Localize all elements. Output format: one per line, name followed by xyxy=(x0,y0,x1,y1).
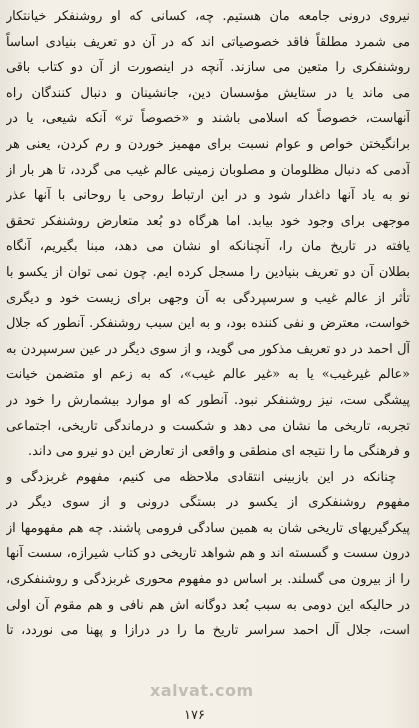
text-line: درون سست و گسسته اند و هم شواهد تاریخی دو کتاب شیرازه، سست آنها xyxy=(6,546,410,562)
text-line: را از بیرون می گسلند. بر اساس دو مفهوم محوری غربزدگی و روشنفکری، xyxy=(6,572,410,588)
text-line: می ماند یا در ستایش مؤسسان دین، جانشینان و دنبال کنندگان راه xyxy=(6,85,410,101)
text-line: تجربه، تاریخی ما نشان می دهد و شکست و درماندگی تاریخی، اجتماعی xyxy=(6,418,410,434)
text-line: آل احمد در دو تعریف مذکور می گوید، و از سوی دیگر در عین سرسپردن به xyxy=(6,341,410,357)
watermark: xalvat.com xyxy=(150,681,254,700)
text-line: یافته در تاریخ مان را، آنچنانکه او نشان می دهد، مبنا بگیریم، آنگاه xyxy=(6,239,410,255)
page-number: ۱۷۶ xyxy=(184,708,205,723)
text-line: مفهوم روشنفکری از یکسو در بستگی درونی و از سوی دیگر در xyxy=(6,495,410,511)
text-line: چنانکه در این بازبینی انتقادی ملاحظه می کنیم، مفهوم غربزدگی و xyxy=(6,469,396,485)
text-line: برانگیختن خواص و عوام نسبت برای مهمیز خوردن و رم کردن، یعنی هر xyxy=(6,136,410,152)
text-line: تأثر از عالم غیب و سرسپردگی به آن وجهی برای زیست خود و دیگری xyxy=(6,290,410,306)
text-line: است، جلال آل احمد سراسر تاریخ ما را در درازا و پهنا می نوردد، تا xyxy=(6,623,410,639)
text-line: و فرهنگی ما را نتیجه ای منطقی و واقعی از تعارض این دو نیرو می داند. xyxy=(28,444,410,460)
text-line: بطلان آن دو تعریف بنیادین را مسجل کرده ایم. چون نمی توان از یکسو با xyxy=(6,264,410,280)
text-line: نو به یاد آنها داغدار شود و در این ارتباط روحی یا روحانی با آنها عذر xyxy=(6,188,410,204)
text-line: پیکرگیریهای تاریخی شان به همین سادگی فرومی پاشند. چه هم مفهومها از xyxy=(6,520,410,536)
text-line: نیروی درونی جامعه مان هستیم. چه، کسانی که او روشنفکر خیانتکار xyxy=(6,9,410,24)
text-line: در حالیکه این دومی به سبب بُعد دوگانه اش هم نافی و هم مقوم آن اولی xyxy=(6,597,410,613)
text-line: روشنفکری را متعین می سازند. آنچه در اینصورت از آن دو کتاب باقی xyxy=(6,60,410,76)
text-line: پیشگی ست، نیز روشنفکر نبود. آنطور که او موارد بیشمارش را خود در xyxy=(6,392,410,408)
text-line: «عالم غیرغیب» یا به «غیر عالم غیب»، که به زعم او متضمن خیانت xyxy=(6,367,410,383)
text-line: می شمرد مطلقاً فاقد خصوصیاتی اند که در آن دو تعریف بنیادی اساساً xyxy=(6,34,410,50)
text-line: آدمی که دنبال مظلومان و مصلوبان زمینی عالم غیب می گردد، تا هر بار از xyxy=(6,162,410,178)
body-text xyxy=(6,4,410,644)
text-line: موجهی برای وجود خود بیابد. اما هرگاه دو بُعد متعارض روشنفکر تحقق xyxy=(6,213,410,229)
text-line: آنهاست، خصوصاً که اسلامی باشند و «خصوصاً تر» آنکه شیعی، یا در xyxy=(6,111,410,127)
text-line: خواست، معترض و نفی کننده بود، و به این سبب روشنفکر. آنطور که جلال xyxy=(6,316,410,332)
